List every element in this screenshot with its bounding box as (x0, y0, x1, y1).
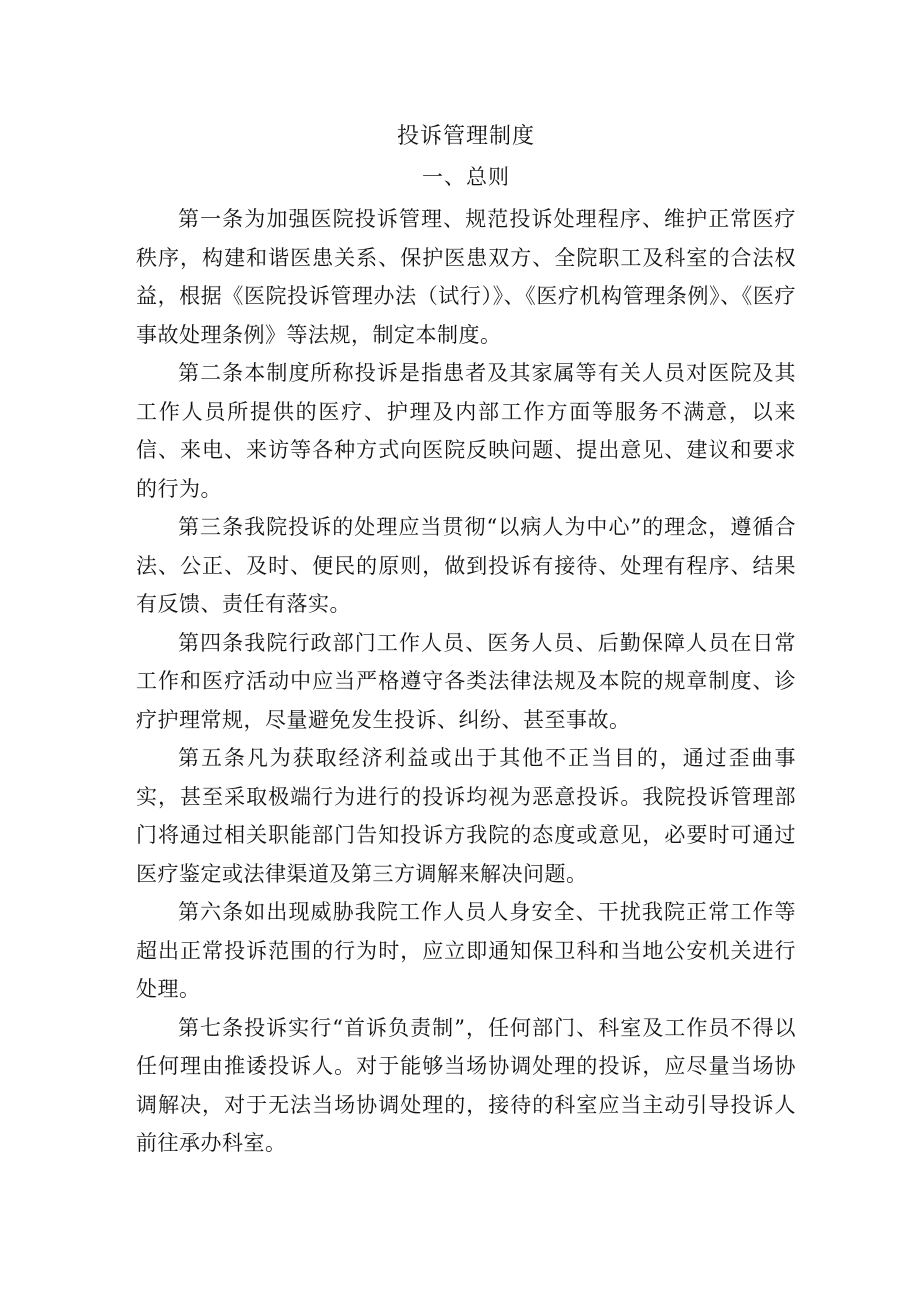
article-7: 第七条投诉实行“首诉负责制”，任何部门、科室及工作员不得以任何理由推诿投诉人。对于能够当场协调处理的投诉，应尽量当场协调解决，对于无法当场协调处理的，接待的科室应当主动引导投诉人前往承办科室。 (136, 1015, 796, 1155)
document-title: 投诉管理制度 (396, 124, 535, 149)
article-1: 第一条为加强医院投诉管理、规范投诉处理程序、维护正常医疗秩序，构建和谐医患关系、保护医患双方、全院职工及科室的合法权益，根据《医院投诉管理办法（试行）》、《医疗机构管理条例》、《医疗事故处理条例》等法规，制定本制度。 (136, 207, 796, 347)
document-page (136, 118, 796, 1163)
article-4: 第四条我院行政部门工作人员、医务人员、后勤保障人员在日常工作和医疗活动中应当严格遵守各类法律法规及本院的规章制度、诊疗护理常规，尽量避免发生投诉、纠纷、甚至事故。 (136, 630, 796, 732)
article-6: 第六条如出现威胁我院工作人员人身安全、干扰我院正常工作等超出正常投诉范围的行为时，应立即通知保卫科和当地公安机关进行处理。 (136, 900, 796, 1001)
article-3: 第三条我院投诉的处理应当贯彻“以病人为中心”的理念，遵循合法、公正、及时、便民的原则，做到投诉有接待、处理有程序、结果有反馈、责任有落实。 (136, 515, 796, 616)
section-heading: 一、总则 (422, 165, 510, 189)
article-5: 第五条凡为获取经济利益或出于其他不正当目的，通过歪曲事实，甚至采取极端行为进行的投诉均视为恶意投诉。我院投诉管理部门将通过相关职能部门告知投诉方我院的态度或意见，必要时可通过医疗鉴定或法律渠道及第三方调解来解决问题。 (136, 746, 796, 886)
article-2: 第二条本制度所称投诉是指患者及其家属等有关人员对医院及其工作人员所提供的医疗、护理及内部工作方面等服务不满意，以来信、来电、来访等各种方式向医院反映问题、提出意见、建议和要求的行为。 (136, 361, 796, 501)
